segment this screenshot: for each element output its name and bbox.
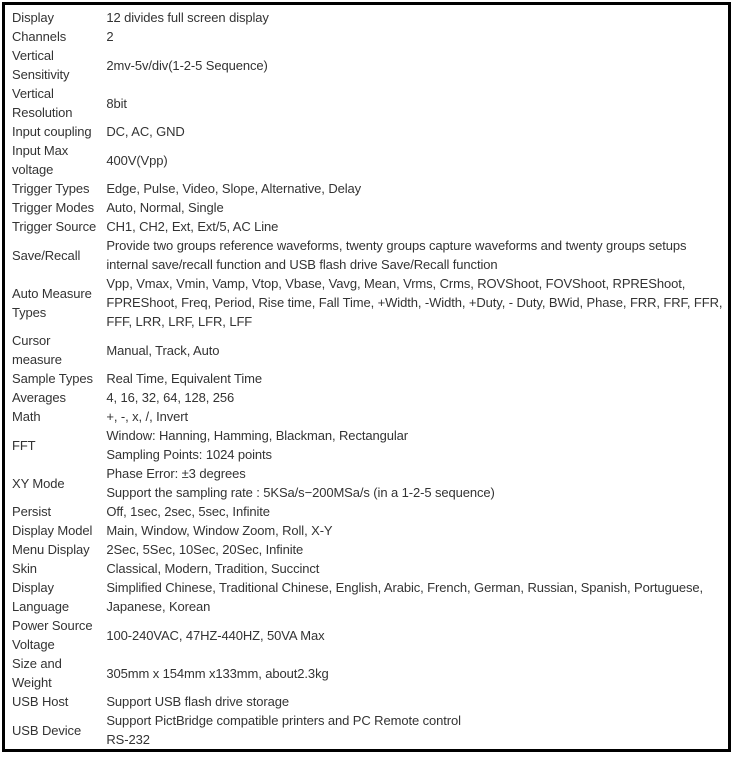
spec-label — [10, 141, 104, 179]
spec-row — [10, 46, 728, 84]
spec-value-line: Provide two groups reference waveforms, twenty groups capture waveforms and twenty groups setups — [106, 238, 687, 253]
specifications-body — [10, 8, 728, 749]
spec-label — [10, 179, 104, 198]
spec-value-line: Main, Window, Window Zoom, Roll, X-Y — [106, 523, 333, 538]
spec-label-line: Sample Types — [12, 371, 93, 386]
spec-label-line: Size and — [12, 656, 62, 671]
spec-value — [104, 369, 728, 388]
spec-value-line: +, -, x, /, Invert — [106, 409, 188, 424]
spec-row — [10, 426, 728, 464]
spec-value — [104, 198, 728, 217]
spec-value-line: 400V(Vpp) — [106, 152, 168, 168]
spec-label-line: Resolution — [12, 105, 73, 120]
spec-value-line: Phase Error: ±3 degrees — [106, 466, 246, 481]
spec-value-line: CH1, CH2, Ext, Ext/5, AC Line — [106, 219, 279, 234]
spec-value — [104, 711, 728, 749]
spec-label-line: Trigger Source — [12, 219, 97, 234]
spec-label-line: USB Device — [12, 722, 82, 738]
spec-row — [10, 84, 728, 122]
spec-value-line: 100-240VAC, 47HZ-440HZ, 50VA Max — [106, 627, 325, 643]
spec-label-line: Display — [12, 580, 54, 595]
spec-value-line: FFF, LRR, LRF, LFR, LFF — [106, 314, 253, 329]
spec-row — [10, 388, 728, 407]
spec-row — [10, 179, 728, 198]
spec-value — [104, 274, 728, 331]
spec-value-line: 4, 16, 32, 64, 128, 256 — [106, 390, 235, 405]
spec-value-line: 2Sec, 5Sec, 10Sec, 20Sec, Infinite — [106, 542, 304, 557]
spec-label — [10, 692, 104, 711]
spec-label — [10, 8, 104, 27]
spec-label — [10, 502, 104, 521]
spec-label-line: XY Mode — [12, 475, 65, 491]
spec-label — [10, 521, 104, 540]
spec-value-line: 2mv-5v/div(1-2-5 Sequence) — [106, 57, 268, 73]
spec-label — [10, 559, 104, 578]
spec-value-line: FPREShoot, Freq, Period, Rise time, Fall Time, +Width, -Width, +Duty, - Duty, BWid, Phase, FRR, FRF, FFR, — [106, 295, 723, 310]
spec-value — [104, 179, 728, 198]
spec-label-line: Save/Recall — [12, 247, 81, 263]
spec-row — [10, 141, 728, 179]
spec-label-line: Averages — [12, 390, 66, 405]
spec-value — [104, 27, 728, 46]
spec-row — [10, 236, 728, 274]
spec-label — [10, 654, 104, 692]
spec-value-line: Edge, Pulse, Video, Slope, Alternative, Delay — [106, 181, 362, 196]
spec-label — [10, 122, 104, 141]
spec-label-line: Input coupling — [12, 124, 92, 139]
spec-row — [10, 654, 728, 692]
spec-label-line: FFT — [12, 437, 36, 453]
spec-row — [10, 8, 728, 27]
spec-label-line: Weight — [12, 675, 52, 690]
spec-label-line: Language — [12, 599, 70, 614]
spec-value-line: Vpp, Vmax, Vmin, Vamp, Vtop, Vbase, Vavg, Mean, Vrms, Crms, ROVShoot, FOVShoot, RPREShoot, — [106, 276, 686, 291]
spec-row — [10, 464, 728, 502]
spec-table-frame — [2, 2, 731, 752]
spec-value-line: Japanese, Korean — [106, 599, 211, 614]
spec-label-line: Input Max — [12, 143, 69, 158]
spec-value — [104, 464, 728, 502]
spec-value-line: Support the sampling rate : 5KSa/s−200MSa/s (in a 1-2-5 sequence) — [106, 485, 495, 500]
spec-label — [10, 369, 104, 388]
spec-value — [104, 426, 728, 464]
spec-label-line: Channels — [12, 29, 67, 44]
spec-row — [10, 711, 728, 749]
spec-value-line: Classical, Modern, Tradition, Succinct — [106, 561, 320, 576]
spec-value — [104, 331, 728, 369]
spec-label-line: Power Source — [12, 618, 93, 633]
spec-label — [10, 426, 104, 464]
spec-label-line: Display Model — [12, 523, 93, 538]
spec-label — [10, 388, 104, 407]
spec-value-line: Auto, Normal, Single — [106, 200, 224, 215]
spec-value-line: 8bit — [106, 95, 127, 111]
spec-row — [10, 692, 728, 711]
spec-value-line: RS-232 — [106, 732, 150, 747]
spec-label — [10, 274, 104, 331]
spec-value — [104, 654, 728, 692]
spec-label — [10, 198, 104, 217]
spec-label — [10, 540, 104, 559]
spec-label-line: Auto Measure — [12, 285, 92, 301]
spec-value-line: Manual, Track, Auto — [106, 342, 220, 358]
spec-label — [10, 331, 104, 369]
spec-value — [104, 46, 728, 84]
spec-label-line: measure — [12, 352, 62, 367]
spec-label-line: Sensitivity — [12, 67, 70, 82]
spec-value-line: 2 — [106, 29, 114, 44]
spec-value-line: 12 divides full screen display — [106, 10, 269, 25]
spec-label-line: Voltage — [12, 637, 55, 652]
spec-value-line: Window: Hanning, Hamming, Blackman, Rectangular — [106, 428, 409, 443]
spec-label-line: Display — [12, 10, 54, 25]
spec-label-line: Trigger Modes — [12, 200, 95, 215]
spec-row — [10, 274, 728, 331]
spec-label — [10, 46, 104, 84]
spec-value — [104, 141, 728, 179]
spec-label — [10, 84, 104, 122]
spec-value — [104, 122, 728, 141]
spec-value — [104, 559, 728, 578]
spec-row — [10, 407, 728, 426]
spec-value-line: Off, 1sec, 2sec, 5sec, Infinite — [106, 504, 270, 519]
spec-value — [104, 578, 728, 616]
spec-row — [10, 540, 728, 559]
spec-row — [10, 122, 728, 141]
spec-value — [104, 407, 728, 426]
spec-label — [10, 464, 104, 502]
spec-label-line: Menu Display — [12, 542, 90, 557]
spec-label-line: Cursor — [12, 333, 51, 348]
spec-label-line: Skin — [12, 561, 37, 576]
spec-label-line: Vertical — [12, 48, 54, 63]
spec-label — [10, 578, 104, 616]
spec-value — [104, 8, 728, 27]
spec-value-line: Support USB flash drive storage — [106, 694, 289, 709]
spec-value — [104, 388, 728, 407]
spec-value-line: Real Time, Equivalent Time — [106, 371, 262, 386]
spec-row — [10, 578, 728, 616]
spec-label-line: Vertical — [12, 86, 54, 101]
spec-value-line: internal save/recall function and USB flash drive Save/Recall function — [106, 257, 498, 272]
spec-row — [10, 217, 728, 236]
spec-row — [10, 502, 728, 521]
spec-label-line: Types — [12, 304, 47, 320]
spec-value — [104, 540, 728, 559]
spec-value-line: Support PictBridge compatible printers and PC Remote control — [106, 713, 461, 728]
spec-label-line: USB Host — [12, 694, 69, 709]
spec-value — [104, 692, 728, 711]
spec-label — [10, 236, 104, 274]
spec-row — [10, 521, 728, 540]
spec-label — [10, 711, 104, 749]
spec-label — [10, 407, 104, 426]
spec-value-line: Sampling Points: 1024 points — [106, 447, 272, 462]
spec-label-line: Persist — [12, 504, 52, 519]
spec-label-line: Trigger Types — [12, 181, 90, 196]
spec-value — [104, 84, 728, 122]
spec-value — [104, 502, 728, 521]
spec-row — [10, 616, 728, 654]
spec-value — [104, 217, 728, 236]
spec-label — [10, 217, 104, 236]
spec-row — [10, 27, 728, 46]
spec-row — [10, 331, 728, 369]
spec-label — [10, 616, 104, 654]
spec-row — [10, 559, 728, 578]
spec-label-line: Math — [12, 409, 41, 424]
spec-value-line: Simplified Chinese, Traditional Chinese, English, Arabic, French, German, Russian, Spanish, Portuguese, — [106, 580, 704, 595]
spec-label — [10, 27, 104, 46]
spec-label-line: voltage — [12, 162, 54, 177]
spec-row — [10, 369, 728, 388]
specifications-table — [10, 8, 728, 749]
spec-value-line: DC, AC, GND — [106, 124, 185, 139]
spec-value — [104, 236, 728, 274]
spec-value-line: 305mm x 154mm x133mm, about2.3kg — [106, 665, 329, 681]
spec-value — [104, 521, 728, 540]
spec-value — [104, 616, 728, 654]
spec-row — [10, 198, 728, 217]
